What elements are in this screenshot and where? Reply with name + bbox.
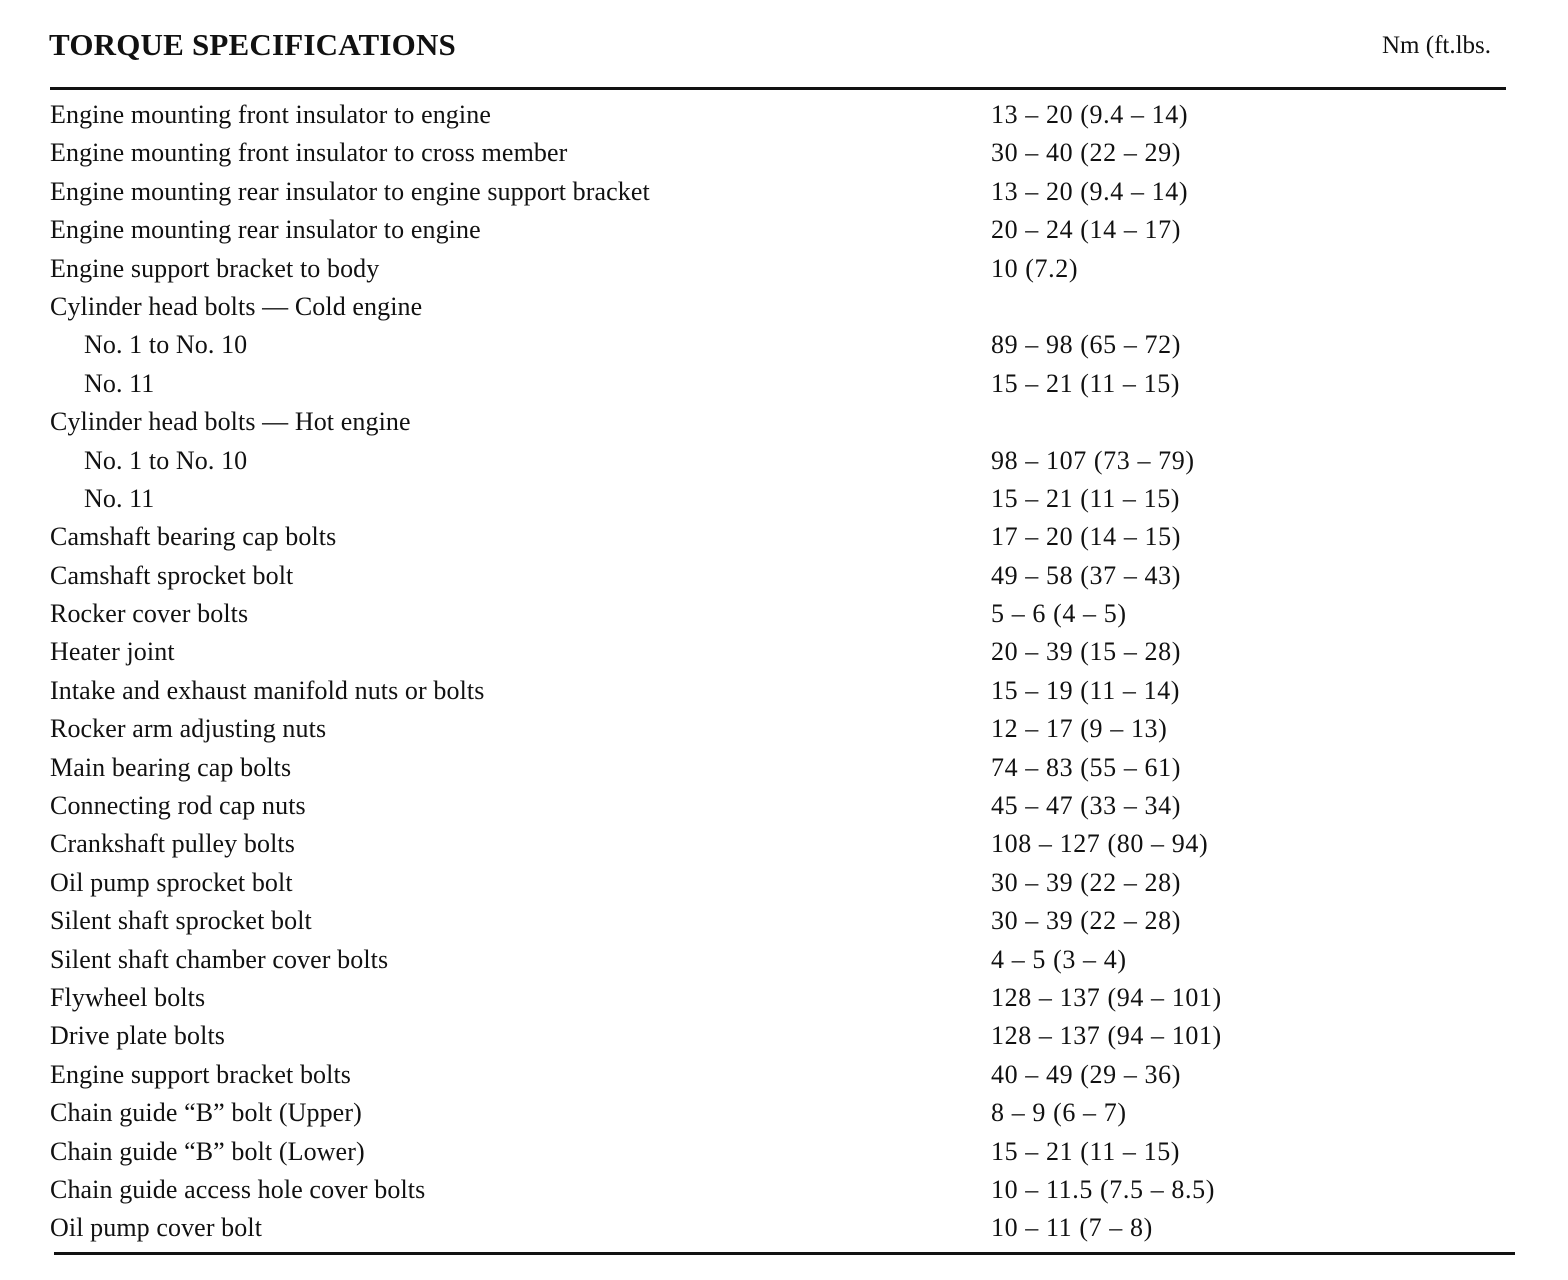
torque-spec-list xyxy=(0,96,1568,1248)
spec-name: Cylinder head bolts — Hot engine xyxy=(50,407,411,437)
spec-value: 15 – 21 (11 – 15) xyxy=(991,1136,1181,1166)
spec-row xyxy=(0,288,1568,326)
spec-value: 20 – 39 (15 – 28) xyxy=(991,637,1182,667)
spec-name: Engine mounting rear insulator to engine support bracket xyxy=(50,176,650,206)
spec-name: Camshaft bearing cap bolts xyxy=(50,522,337,552)
spec-name: Oil pump sprocket bolt xyxy=(50,867,293,897)
spec-row xyxy=(0,1056,1568,1094)
spec-row xyxy=(0,96,1568,134)
spec-value: 15 – 19 (11 – 14) xyxy=(991,675,1181,705)
spec-value: 30 – 39 (22 – 28) xyxy=(991,906,1182,936)
spec-value: 12 – 17 (9 – 13) xyxy=(991,714,1168,744)
page-title: TORQUE SPECIFICATIONS xyxy=(49,27,457,62)
spec-row xyxy=(0,365,1568,403)
spec-name: Chain guide access hole cover bolts xyxy=(50,1174,426,1204)
spec-row xyxy=(0,825,1568,863)
spec-name: Flywheel bolts xyxy=(50,982,206,1012)
spec-value: 40 – 49 (29 – 36) xyxy=(991,1059,1182,1089)
spec-name: Intake and exhaust manifold nuts or bolts xyxy=(50,675,485,705)
spec-row xyxy=(0,173,1568,211)
units-label: Nm (ft.lbs. xyxy=(1382,32,1492,59)
spec-row xyxy=(0,633,1568,671)
spec-value: 30 – 40 (22 – 29) xyxy=(991,138,1182,168)
spec-name: Engine mounting rear insulator to engine xyxy=(50,215,481,245)
spec-value: 108 – 127 (80 – 94) xyxy=(991,829,1209,859)
spec-name: Camshaft sprocket bolt xyxy=(50,560,294,590)
spec-name: Chain guide “B” bolt (Lower) xyxy=(50,1136,365,1166)
spec-name: No. 11 xyxy=(84,368,155,398)
spec-row xyxy=(0,403,1568,441)
spec-row xyxy=(0,557,1568,595)
spec-row xyxy=(0,979,1568,1017)
spec-row xyxy=(0,710,1568,748)
spec-name: Cylinder head bolts — Cold engine xyxy=(50,291,423,321)
spec-name: Connecting rod cap nuts xyxy=(50,791,306,821)
spec-value: 13 – 20 (9.4 – 14) xyxy=(991,100,1189,129)
spec-value: 10 (7.2) xyxy=(991,253,1079,283)
spec-row xyxy=(0,250,1568,288)
spec-value: 45 – 47 (33 – 34) xyxy=(991,791,1182,821)
spec-row xyxy=(0,1094,1568,1132)
spec-name: No. 1 to No. 10 xyxy=(84,330,248,360)
spec-row xyxy=(0,672,1568,710)
spec-row xyxy=(0,211,1568,249)
spec-name: Silent shaft chamber cover bolts xyxy=(50,944,389,974)
spec-name: Rocker arm adjusting nuts xyxy=(50,714,327,744)
spec-value: 10 – 11.5 (7.5 – 8.5) xyxy=(991,1174,1215,1204)
spec-row xyxy=(0,787,1568,825)
spec-value: 15 – 21 (11 – 15) xyxy=(991,483,1181,513)
top-divider xyxy=(50,87,1506,90)
spec-row xyxy=(0,595,1568,633)
spec-row xyxy=(0,134,1568,172)
bottom-divider xyxy=(54,1252,1515,1255)
spec-name: Drive plate bolts xyxy=(50,1021,225,1051)
spec-row xyxy=(0,749,1568,787)
spec-value: 10 – 11 (7 – 8) xyxy=(991,1213,1153,1243)
spec-value: 128 – 137 (94 – 101) xyxy=(991,982,1222,1012)
spec-row xyxy=(0,902,1568,940)
spec-value: 5 – 6 (4 – 5) xyxy=(991,599,1127,629)
spec-value: 8 – 9 (6 – 7) xyxy=(991,1098,1127,1128)
spec-name: Oil pump cover bolt xyxy=(50,1213,263,1243)
spec-name: Main bearing cap bolts xyxy=(50,752,292,782)
spec-value: 128 – 137 (94 – 101) xyxy=(991,1021,1222,1051)
spec-row xyxy=(0,480,1568,518)
spec-name: Silent shaft sprocket bolt xyxy=(50,906,312,936)
spec-row xyxy=(0,1171,1568,1209)
spec-value: 17 – 20 (14 – 15) xyxy=(991,522,1182,552)
spec-value: 74 – 83 (55 – 61) xyxy=(991,752,1182,782)
spec-value: 98 – 107 (73 – 79) xyxy=(991,445,1195,475)
spec-row xyxy=(0,941,1568,979)
spec-name: Engine mounting front insulator to engine xyxy=(50,100,491,129)
spec-value: 4 – 5 (3 – 4) xyxy=(991,944,1127,974)
spec-row xyxy=(0,518,1568,556)
spec-value: 30 – 39 (22 – 28) xyxy=(991,867,1182,897)
spec-name: Engine mounting front insulator to cross member xyxy=(50,138,568,168)
spec-name: Heater joint xyxy=(50,637,175,667)
spec-name: No. 1 to No. 10 xyxy=(84,445,248,475)
spec-row xyxy=(0,442,1568,480)
spec-name: No. 11 xyxy=(84,483,155,513)
spec-name: Engine support bracket to body xyxy=(50,253,380,283)
spec-value: 89 – 98 (65 – 72) xyxy=(991,330,1182,360)
spec-name: Crankshaft pulley bolts xyxy=(50,829,295,859)
spec-name: Engine support bracket bolts xyxy=(50,1059,352,1089)
spec-row xyxy=(0,864,1568,902)
spec-name: Chain guide “B” bolt (Upper) xyxy=(50,1098,362,1128)
spec-name: Rocker cover bolts xyxy=(50,599,249,629)
spec-row xyxy=(0,1017,1568,1055)
spec-value: 15 – 21 (11 – 15) xyxy=(991,368,1181,398)
spec-value: 49 – 58 (37 – 43) xyxy=(991,560,1182,590)
spec-value: 20 – 24 (14 – 17) xyxy=(991,215,1182,245)
spec-value: 13 – 20 (9.4 – 14) xyxy=(991,176,1189,206)
spec-row xyxy=(0,326,1568,364)
spec-row xyxy=(0,1133,1568,1171)
spec-row xyxy=(0,1209,1568,1247)
